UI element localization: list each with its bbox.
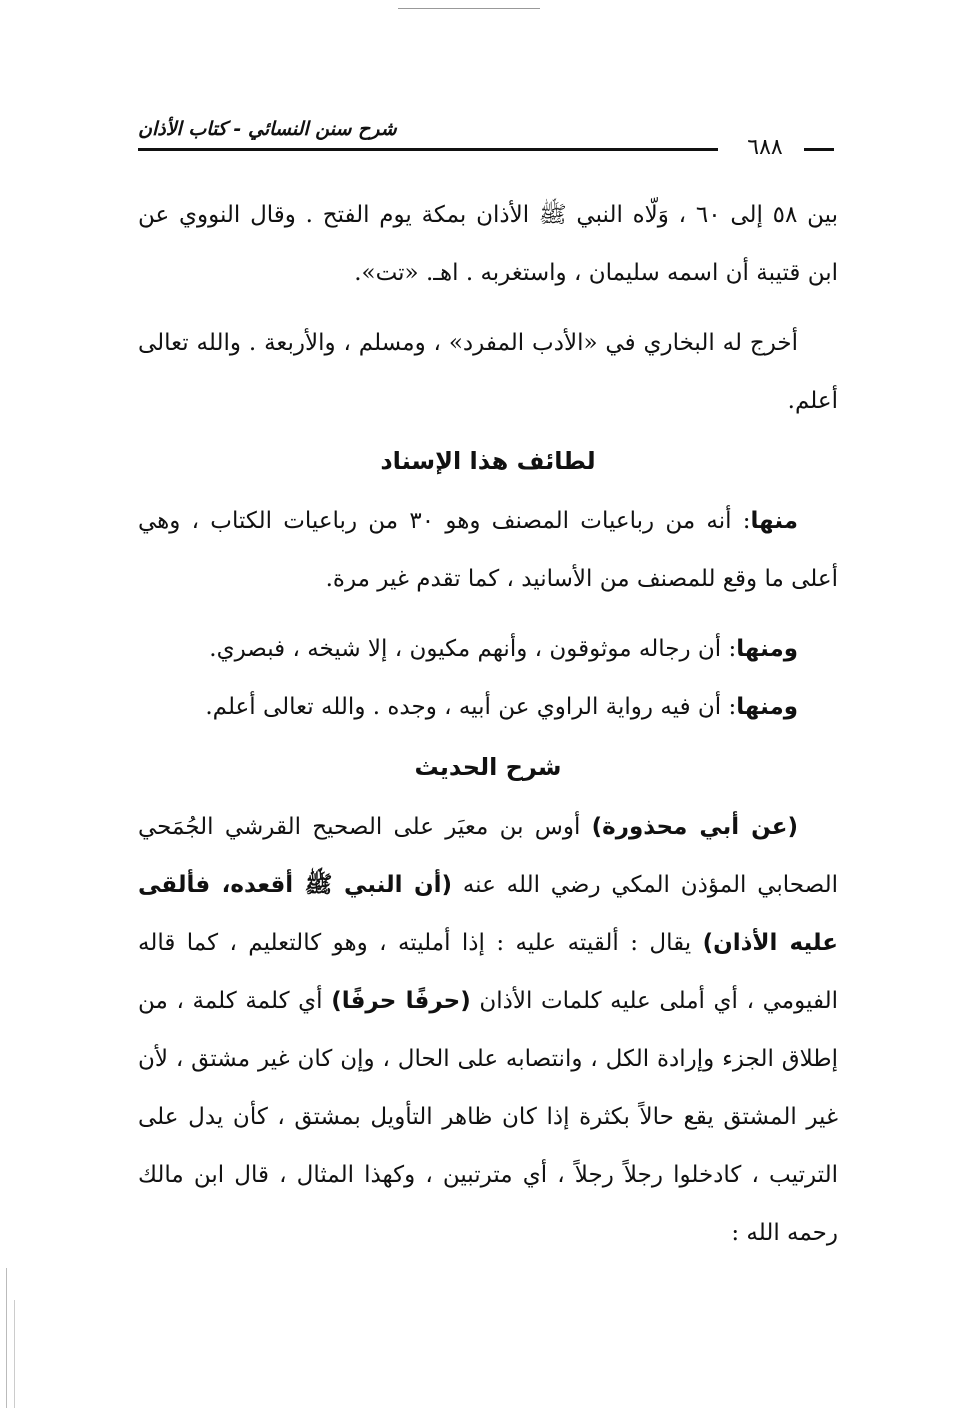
hadith-quote: (أن النبي ﷺ أقعده، فألقى عليه الأذان) <box>138 872 838 956</box>
page-header <box>138 112 838 158</box>
sharh-paragraph <box>138 798 838 1262</box>
page-number-dash <box>804 148 834 151</box>
isnad-item-label: ومنها <box>736 636 798 662</box>
commentary-text: يقال : ألقيته عليه : إذا أمليته ، وهو كالتعليم ، كما قاله الفيومي ، أي أملى عليه كلمات الأذان <box>138 930 838 1014</box>
scan-margin-mark <box>6 1268 7 1408</box>
intro-paragraph-2: أخرج له البخاري في «الأدب المفرد» ، ومسلم ، والأربعة . والله تعالى أعلم. <box>138 330 838 414</box>
isnad-item-text: : أن رجاله موثوقون ، وأنهم مكيون ، إلا شيخه ، فبصري. <box>209 636 737 662</box>
hadith-quote: (عن أبي محذورة) <box>591 814 798 840</box>
isnad-item-1 <box>138 492 838 608</box>
hadith-quote: (حرفًا حرفًا) <box>331 988 471 1014</box>
commentary-text: أي كلمة كلمة ، من إطلاق الجزء وإرادة الكل ، وانتصابه على الحال ، وإن كان غير مشتق ، لأن غير المشتق يقع حالاً بكثرة إذا كان ظاهر التأويل بمشتق ، كأن يدل على الترتيب ، كادخلوا رجلاً رجلاً ، أي مترتبين ، وكهذا المثال ، قال ابن مالك رحمه الله : <box>138 988 838 1246</box>
header-rule <box>138 148 718 151</box>
isnad-item-2 <box>138 620 838 678</box>
isnad-item-label: ومنها <box>736 694 798 720</box>
isnad-item-label: منها <box>750 508 798 534</box>
section-heading-isnad: لطائف هذا الإسناد <box>380 447 596 475</box>
intro-paragraph-1: بين ٥٨ إلى ٦٠ ، وَلّاه النبي ﷺ الأذان بمكة يوم الفتح . وقال النووي عن ابن قتيبة أن اسمه سليمان ، واستغربه . اهـ. «تت». <box>138 202 838 286</box>
running-title: شرح سنن النسائي - كتاب الأذان <box>138 118 397 140</box>
commentary-text: أوس بن معيَر على الصحيح القرشي الجُمَحي الصحابي المؤذن المكي رضي الله عنه <box>138 814 838 898</box>
top-scan-rule <box>398 8 540 9</box>
page-body <box>138 186 838 1262</box>
isnad-item-text: : أن فيه رواية الراوي عن أبيه ، وجده . والله تعالى أعلم. <box>205 694 737 720</box>
section-heading-sharh: شرح الحديث <box>414 753 562 781</box>
scan-margin-mark <box>14 1300 15 1408</box>
isnad-item-3 <box>138 678 838 736</box>
isnad-item-text: : أنه من رباعيات المصنف وهو ٣٠ من رباعيات الكتاب ، وهي أعلى ما وقع للمصنف من الأسانيد ، كما تقدم غير مرة. <box>138 508 838 592</box>
page-number: ٦٨٨ <box>747 135 783 160</box>
